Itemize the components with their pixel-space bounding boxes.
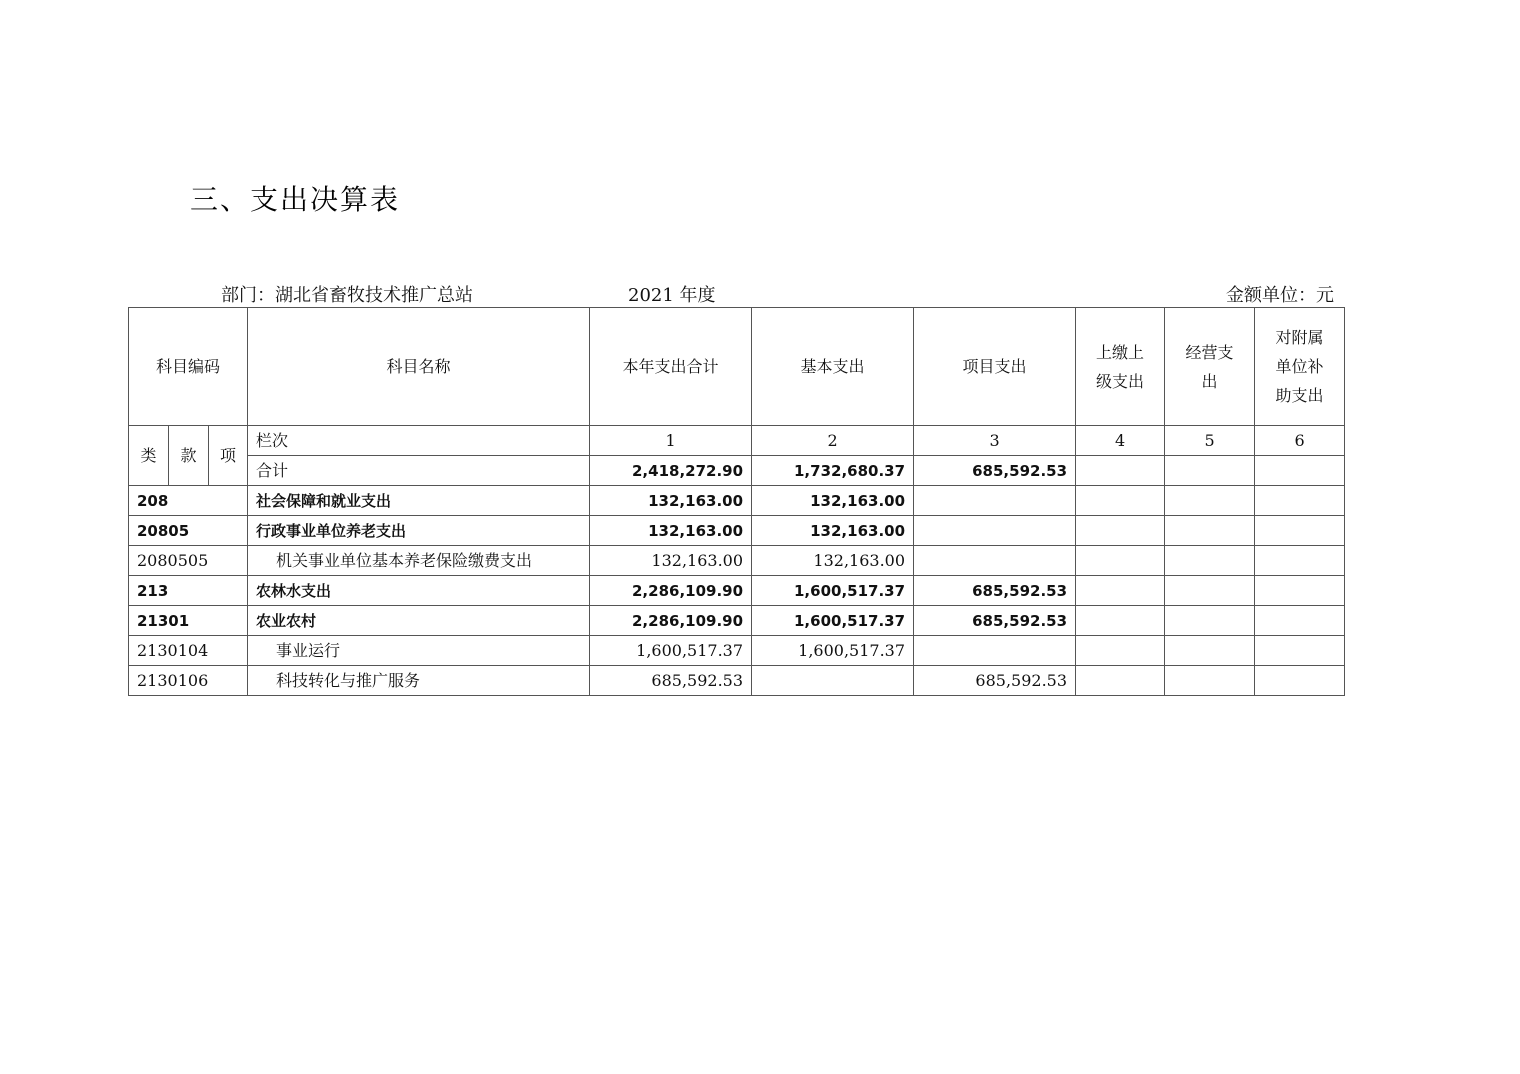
row-business	[1165, 486, 1255, 516]
col-index-4: 4	[1076, 426, 1165, 456]
row-project	[914, 486, 1076, 516]
row-basic: 132,163.00	[752, 486, 914, 516]
row-code: 2130106	[129, 666, 248, 696]
row-upper	[1076, 606, 1165, 636]
row-business	[1165, 576, 1255, 606]
year-label: 2021 年度	[628, 285, 716, 306]
row-code: 21301	[129, 606, 248, 636]
row-total: 132,163.00	[590, 546, 752, 576]
header-total: 本年支出合计	[590, 308, 752, 426]
row-name: 机关事业单位基本养老保险缴费支出	[248, 546, 590, 576]
row-project	[914, 516, 1076, 546]
row-subsidy	[1255, 546, 1345, 576]
row-upper	[1076, 546, 1165, 576]
row-upper	[1076, 636, 1165, 666]
row-code: 2130104	[129, 636, 248, 666]
row-business	[1165, 606, 1255, 636]
row-basic: 1,600,517.37	[752, 636, 914, 666]
row-name: 事业运行	[248, 636, 590, 666]
total-row-project: 685,592.53	[914, 456, 1076, 486]
row-business	[1165, 666, 1255, 696]
col-index-6: 6	[1255, 426, 1345, 456]
department-label: 部门：湖北省畜牧技术推广总站	[221, 285, 473, 306]
expenditure-table	[128, 307, 1345, 696]
row-name: 农业农村	[248, 606, 590, 636]
sub-header-kuan: 款	[169, 426, 209, 486]
col-index-3: 3	[914, 426, 1076, 456]
col-index-1: 1	[590, 426, 752, 456]
row-code: 213	[129, 576, 248, 606]
column-index-row	[129, 426, 1345, 456]
row-project	[914, 636, 1076, 666]
row-upper	[1076, 576, 1165, 606]
row-subsidy	[1255, 516, 1345, 546]
row-total: 685,592.53	[590, 666, 752, 696]
row-basic	[752, 666, 914, 696]
row-total: 2,286,109.90	[590, 606, 752, 636]
total-label: 合计	[248, 456, 590, 486]
row-name: 社会保障和就业支出	[248, 486, 590, 516]
row-business	[1165, 546, 1255, 576]
page-title: 三、支出决算表	[190, 183, 401, 216]
total-row-subsidy	[1255, 456, 1345, 486]
sub-header-lei: 类	[129, 426, 169, 486]
table-row	[129, 606, 1345, 636]
column-label: 栏次	[248, 426, 590, 456]
header-upper-text: 上缴上级支出	[1096, 342, 1145, 391]
header-business-text: 经营支出	[1185, 342, 1234, 391]
sub-header-xiang: 项	[209, 426, 248, 486]
row-upper	[1076, 666, 1165, 696]
header-name: 科目名称	[248, 308, 590, 426]
row-total: 1,600,517.37	[590, 636, 752, 666]
unit-label: 金额单位：元	[1226, 285, 1334, 306]
total-row-upper	[1076, 456, 1165, 486]
header-subsidy	[1255, 308, 1345, 426]
row-name: 农林水支出	[248, 576, 590, 606]
row-upper	[1076, 486, 1165, 516]
row-project: 685,592.53	[914, 576, 1076, 606]
table-row	[129, 516, 1345, 546]
table-row	[129, 636, 1345, 666]
row-project	[914, 546, 1076, 576]
row-basic: 1,600,517.37	[752, 576, 914, 606]
row-basic: 1,600,517.37	[752, 606, 914, 636]
row-subsidy	[1255, 486, 1345, 516]
row-business	[1165, 636, 1255, 666]
row-basic: 132,163.00	[752, 546, 914, 576]
row-subsidy	[1255, 636, 1345, 666]
row-subsidy	[1255, 606, 1345, 636]
row-total: 2,286,109.90	[590, 576, 752, 606]
row-basic: 132,163.00	[752, 516, 914, 546]
col-index-2: 2	[752, 426, 914, 456]
row-code: 20805	[129, 516, 248, 546]
row-code: 2080505	[129, 546, 248, 576]
total-row-business	[1165, 456, 1255, 486]
header-upper	[1076, 308, 1165, 426]
row-total: 132,163.00	[590, 516, 752, 546]
total-row-total: 2,418,272.90	[590, 456, 752, 486]
header-project: 项目支出	[914, 308, 1076, 426]
row-project: 685,592.53	[914, 666, 1076, 696]
header-basic: 基本支出	[752, 308, 914, 426]
header-row	[129, 308, 1345, 426]
header-subsidy-text: 对附属单位补助支出	[1275, 328, 1324, 405]
row-code: 208	[129, 486, 248, 516]
row-subsidy	[1255, 666, 1345, 696]
row-total: 132,163.00	[590, 486, 752, 516]
row-subsidy	[1255, 576, 1345, 606]
row-name: 科技转化与推广服务	[248, 666, 590, 696]
table-row	[129, 546, 1345, 576]
header-business	[1165, 308, 1255, 426]
row-upper	[1076, 516, 1165, 546]
col-index-5: 5	[1165, 426, 1255, 456]
table-row	[129, 666, 1345, 696]
row-project: 685,592.53	[914, 606, 1076, 636]
row-name: 行政事业单位养老支出	[248, 516, 590, 546]
table-row	[129, 486, 1345, 516]
total-row	[129, 456, 1345, 486]
header-code: 科目编码	[129, 308, 248, 426]
row-business	[1165, 516, 1255, 546]
table-row	[129, 576, 1345, 606]
total-row-basic: 1,732,680.37	[752, 456, 914, 486]
